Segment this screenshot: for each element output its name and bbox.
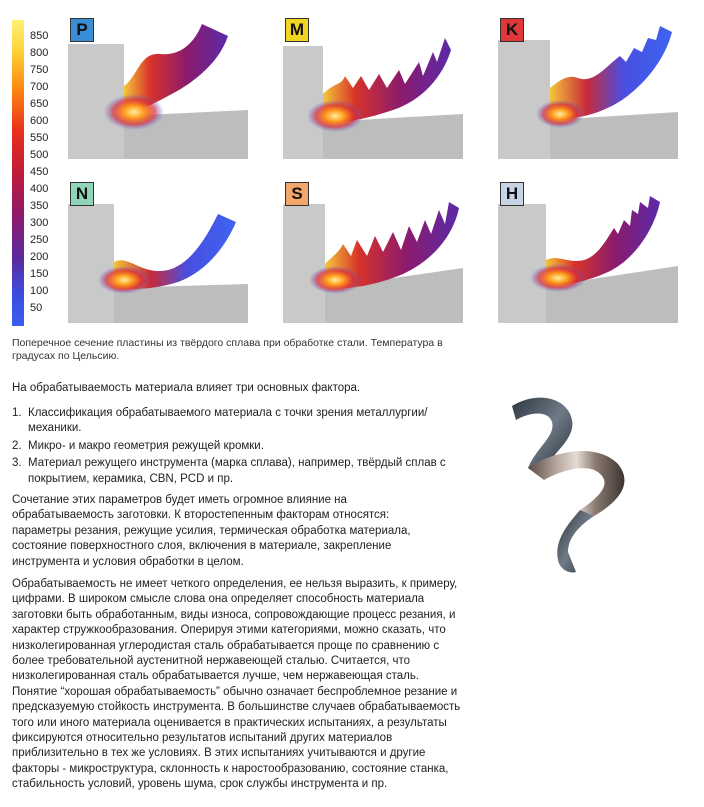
material-group-badge: H xyxy=(500,182,524,206)
list-item xyxy=(12,406,462,437)
panel-m xyxy=(283,16,463,159)
scale-label: 550 xyxy=(30,132,49,144)
panel-n xyxy=(68,180,248,323)
scale-label: 850 xyxy=(30,30,49,42)
material-group-badge: P xyxy=(70,18,94,42)
chip-formation-figure xyxy=(283,16,463,159)
factor-list xyxy=(12,406,462,489)
figure-caption: Поперечное сечение пластины из твёрдого сплава при обработке стали. Температура в градусах по Цельсию. xyxy=(12,337,443,362)
list-item xyxy=(12,439,462,454)
scale-label: 500 xyxy=(30,149,49,161)
paragraph-machinability: Обрабатываемость не имеет четкого определения, ее нельзя выразить, к примеру, цифрами. В широком смысле слова она определяет способность материала заготовки быть обработанным, виды износа, сопровождающие процесс резания, и характер стружкообразования. Оперируя этими категориями, можно сказать, что низколегированная углеродистая сталь обрабатывается проще по сравнению с более требовательной аустенитной нержавеющей сталью. Считается, что низколегированная сталь обрабатывается лучше, чем нержавеющая сталь. Понятие “хорошая обрабатываемость” обычно означает беспроблемное резание и предсказуемую стойкость инструмента. В большинстве случаев обрабатываемость того или иного материала оценивается в практических испытаниях, а результаты фиксируются относительно результатов испытаний других материалов приблизительно в тех же условиях. В этих испытаниях учитываются и другие факторы - микроструктура, склонность к наростообразованию, состояние станка, стабильность условий, уровень шума, срок службы инструмента и пр. xyxy=(12,578,461,791)
temperature-scale-bar xyxy=(12,20,24,326)
list-item-number: 3. xyxy=(12,457,22,470)
material-group-badge: S xyxy=(285,182,309,206)
scale-label: 800 xyxy=(30,47,49,59)
metal-chip-image xyxy=(498,384,638,579)
scale-label: 100 xyxy=(30,285,49,297)
material-group-badge: M xyxy=(285,18,309,42)
panel-p xyxy=(68,16,248,159)
intro-text: На обрабатываемость материала влияет три основных фактора. xyxy=(12,382,361,394)
paragraph-secondary-factors: Сочетание этих параметров будет иметь огромное влияние на обрабатываемость заготовки. К второстепенным факторам относятся: параметры резания, режущие усилия, термическая обработка материала, состояние поверхностного слоя, включения в материале, закрепление инструмента и условия обработки в целом. xyxy=(12,494,411,568)
chip-formation-figure xyxy=(283,180,463,323)
chip-formation-figure xyxy=(498,180,678,323)
temperature-scale-labels xyxy=(30,28,64,317)
list-item-number: 2. xyxy=(12,439,22,452)
scale-label: 50 xyxy=(30,302,43,314)
scale-label: 700 xyxy=(30,81,49,93)
scale-label: 350 xyxy=(30,200,49,212)
material-group-badge: K xyxy=(500,18,524,42)
scale-label: 450 xyxy=(30,166,49,178)
scale-label: 650 xyxy=(30,98,49,110)
chip-formation-figure xyxy=(68,180,248,323)
panel-k xyxy=(498,16,678,159)
list-item-text: Микро- и макро геометрия режущей кромки. xyxy=(28,439,264,452)
list-item-text: Классификация обрабатываемого материала с точки зрения металлургии/ механики. xyxy=(28,407,428,435)
scale-label: 150 xyxy=(30,268,49,280)
scale-label: 750 xyxy=(30,64,49,76)
list-item-text: Материал режущего инструмента (марка сплава), например, твёрдый сплав с покрытием, керамика, CBN, PCD и пр. xyxy=(28,457,446,485)
scale-label: 250 xyxy=(30,234,49,246)
panel-h xyxy=(498,180,678,323)
panel-s xyxy=(283,180,463,323)
material-group-badge: N xyxy=(70,182,94,206)
chip-formation-figure xyxy=(68,16,248,159)
scale-label: 400 xyxy=(30,183,49,195)
scale-label: 600 xyxy=(30,115,49,127)
scale-label: 300 xyxy=(30,217,49,229)
chip-formation-figure xyxy=(498,16,678,159)
scale-label: 200 xyxy=(30,251,49,263)
list-item xyxy=(12,456,462,487)
list-item-number: 1. xyxy=(12,407,22,419)
